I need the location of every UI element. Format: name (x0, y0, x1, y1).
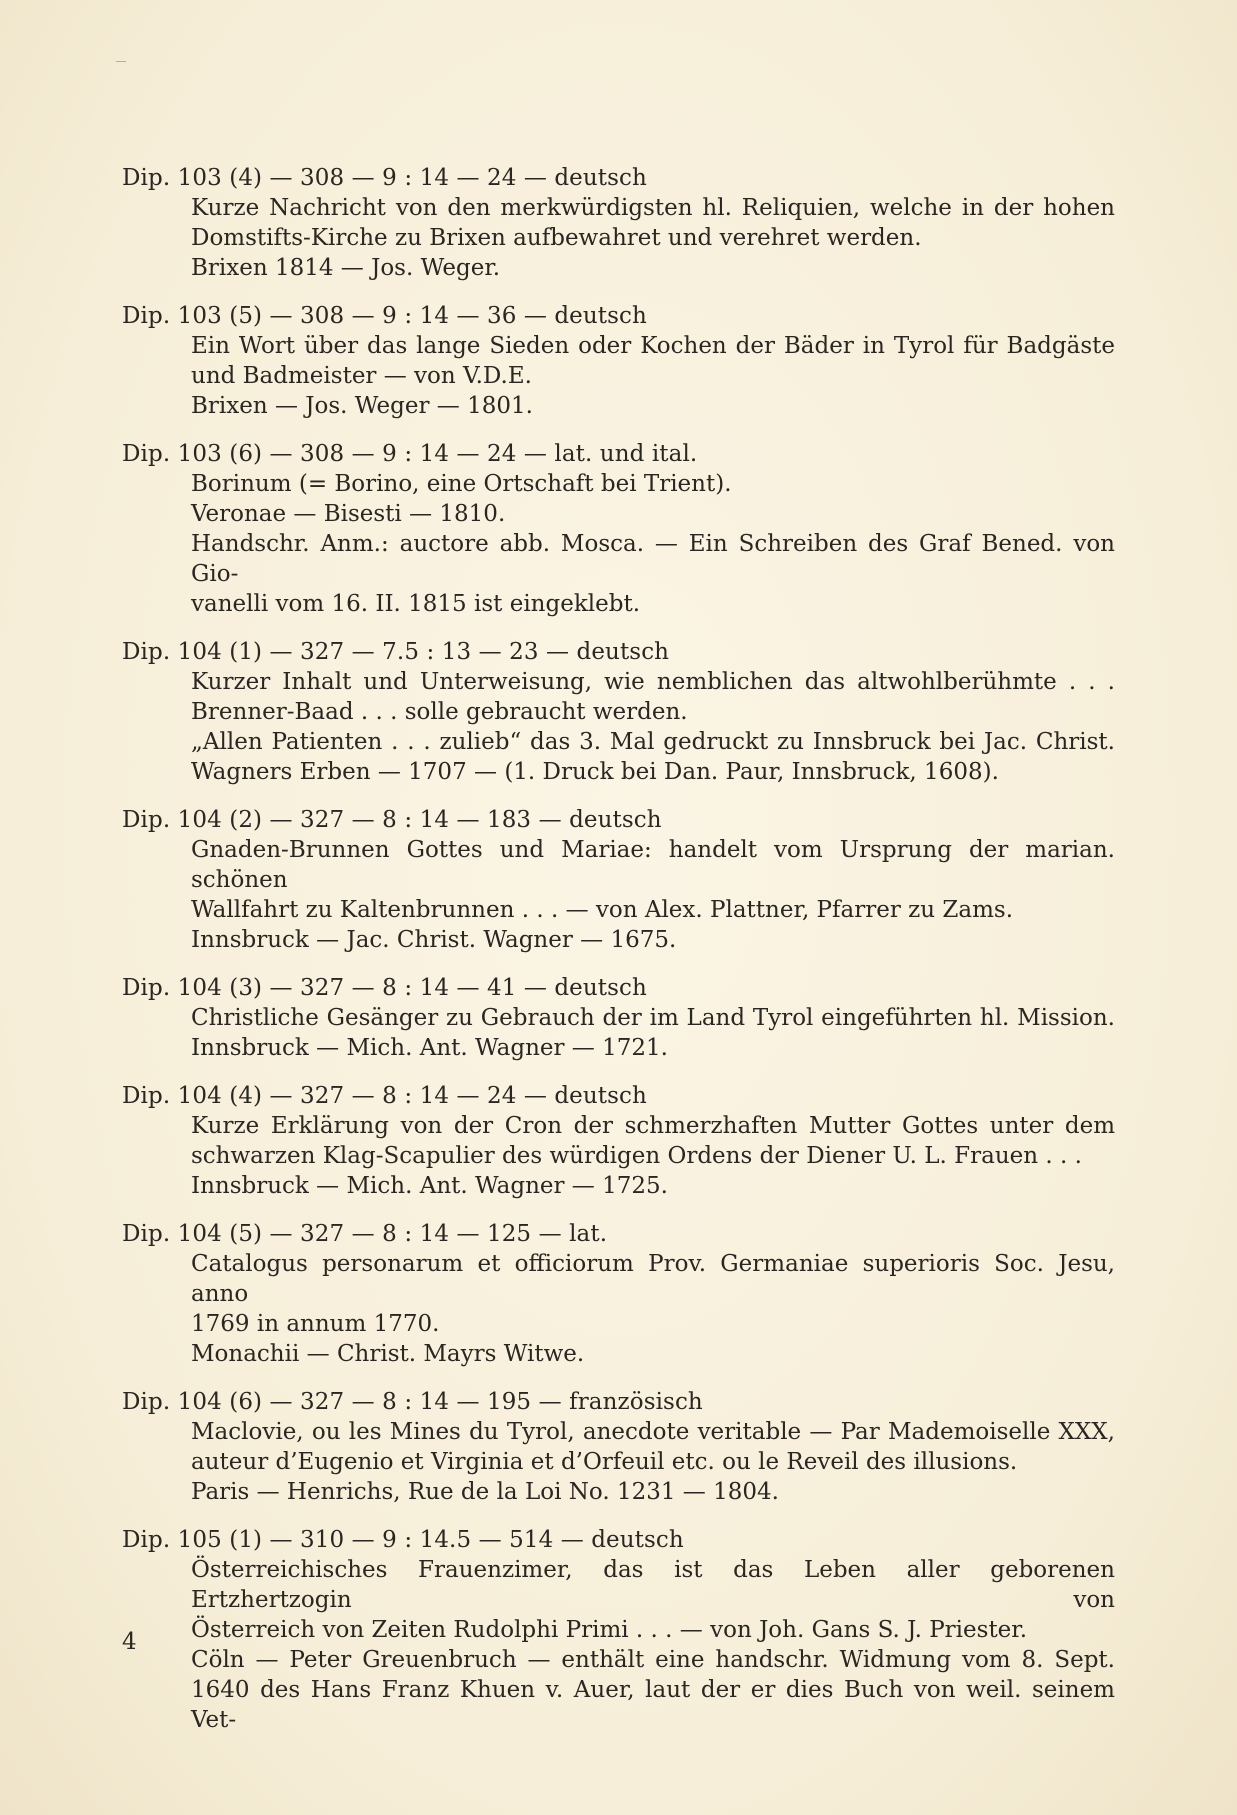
entry-description-line: 1769 in annum 1770. (191, 1311, 440, 1337)
entry-description-line: auteur d’Eugenio et Virginia et d’Orfeuil etc. ou le Reveil des illusions. (191, 1449, 1018, 1475)
entry-description-line: Innsbruck — Jac. Christ. Wagner — 1675. (191, 927, 677, 953)
entry-shelfmark: Dip. 104 (3) — 327 — 8 : 14 — 41 — deutsch (122, 975, 647, 1001)
entry-shelfmark: Dip. 103 (6) — 308 — 9 : 14 — 24 — lat. und ital. (122, 441, 698, 467)
entry-shelfmark: Dip. 104 (4) — 327 — 8 : 14 — 24 — deutsch (122, 1083, 647, 1109)
entry-description-line: Kurzer Inhalt und Unterweisung, wie nemblichen das altwohlberühmte . . . (191, 669, 1115, 695)
entry-description-line: schwarzen Klag-Scapulier des würdigen Ordens der Diener U. L. Frauen . . . (191, 1143, 1082, 1169)
entry-shelfmark: Dip. 104 (6) — 327 — 8 : 14 — 195 — französisch (122, 1389, 703, 1415)
entry-description-line: Christliche Gesänger zu Gebrauch der im Land Tyrol eingeführten hl. Mission. (191, 1005, 1115, 1031)
catalog-entry (122, 1081, 1115, 1201)
entry-description-line: und Badmeister — von V.D.E. (191, 363, 532, 389)
entry-description-line: Brenner-Baad . . . solle gebraucht werden. (191, 699, 688, 725)
entry-shelfmark: Dip. 104 (2) — 327 — 8 : 14 — 183 — deutsch (122, 807, 662, 833)
entry-description-line: Österreichisches Frauenzimer, das ist das Leben aller geborenen Ertzhertzogin von (191, 1557, 1115, 1613)
entry-description-line: vanelli vom 16. II. 1815 ist eingeklebt. (191, 591, 641, 617)
catalog-entry (122, 1219, 1115, 1369)
entry-description-line: Handschr. Anm.: auctore abb. Mosca. — Ein Schreiben des Graf Bened. von Gio- (191, 531, 1115, 587)
catalog-entry (122, 1525, 1115, 1735)
entry-description-line: Kurze Erklärung von der Cron der schmerzhaften Mutter Gottes unter dem (191, 1113, 1115, 1139)
entry-description-line: Brixen 1814 — Jos. Weger. (191, 255, 501, 281)
entry-description-line: Kurze Nachricht von den merkwürdigsten hl. Reliquien, welche in der hohen (191, 195, 1115, 221)
catalog-entry (122, 301, 1115, 421)
entry-description-line: Gnaden-Brunnen Gottes und Mariae: handelt vom Ursprung der marian. schönen (191, 837, 1115, 893)
page-number: 4 (122, 1629, 137, 1655)
entry-shelfmark: Dip. 105 (1) — 310 — 9 : 14.5 — 514 — deutsch (122, 1527, 684, 1553)
entry-description-line: Österreich von Zeiten Rudolphi Primi . . . — von Joh. Gans S. J. Priester. (191, 1617, 1028, 1643)
entry-description-line: Catalogus personarum et officiorum Prov. Germaniae superioris Soc. Jesu, anno (191, 1251, 1115, 1307)
entry-shelfmark: Dip. 104 (5) — 327 — 8 : 14 — 125 — lat. (122, 1221, 608, 1247)
entry-description-line: Innsbruck — Mich. Ant. Wagner — 1721. (191, 1035, 668, 1061)
entry-description-line: 1640 des Hans Franz Khuen v. Auer, laut der er dies Buch von weil. seinem Vet- (191, 1677, 1115, 1733)
entry-description-line: Paris — Henrichs, Rue de la Loi No. 1231 — 1804. (191, 1479, 779, 1505)
catalog-entry (122, 973, 1115, 1063)
entry-shelfmark: Dip. 104 (1) — 327 — 7.5 : 13 — 23 — deutsch (122, 639, 670, 665)
entry-description-line: Wallfahrt zu Kaltenbrunnen . . . — von Alex. Plattner, Pfarrer zu Zams. (191, 897, 1014, 923)
catalog-entries (122, 163, 1115, 1753)
catalog-entry (122, 1387, 1115, 1507)
entry-description-line: Maclovie, ou les Mines du Tyrol, anecdote veritable — Par Mademoiselle XXX, (191, 1419, 1115, 1445)
entry-description-line: Wagners Erben — 1707 — (1. Druck bei Dan. Paur, Innsbruck, 1608). (191, 759, 999, 785)
catalog-entry (122, 637, 1115, 787)
entry-description-line: Innsbruck — Mich. Ant. Wagner — 1725. (191, 1173, 668, 1199)
entry-description-line: „Allen Patienten . . . zulieb“ das 3. Mal gedruckt zu Innsbruck bei Jac. Christ. (191, 729, 1115, 755)
entry-description-line: Veronae — Bisesti — 1810. (191, 501, 506, 527)
page-blemish (116, 61, 126, 62)
entry-shelfmark: Dip. 103 (5) — 308 — 9 : 14 — 36 — deutsch (122, 303, 647, 329)
entry-description-line: Cöln — Peter Greuenbruch — enthält eine handschr. Widmung vom 8. Sept. (191, 1647, 1115, 1673)
entry-description-line: Domstifts-Kirche zu Brixen aufbewahret und verehret werden. (191, 225, 922, 251)
entry-description-line: Ein Wort über das lange Sieden oder Kochen der Bäder in Tyrol für Badgäste (191, 333, 1115, 359)
entry-description-line: Borinum (= Borino, eine Ortschaft bei Trient). (191, 471, 732, 497)
entry-description-line: Monachii — Christ. Mayrs Witwe. (191, 1341, 585, 1367)
entry-description-line: Brixen — Jos. Weger — 1801. (191, 393, 533, 419)
catalog-entry (122, 439, 1115, 619)
catalog-entry (122, 805, 1115, 955)
catalog-entry (122, 163, 1115, 283)
entry-shelfmark: Dip. 103 (4) — 308 — 9 : 14 — 24 — deutsch (122, 165, 647, 191)
